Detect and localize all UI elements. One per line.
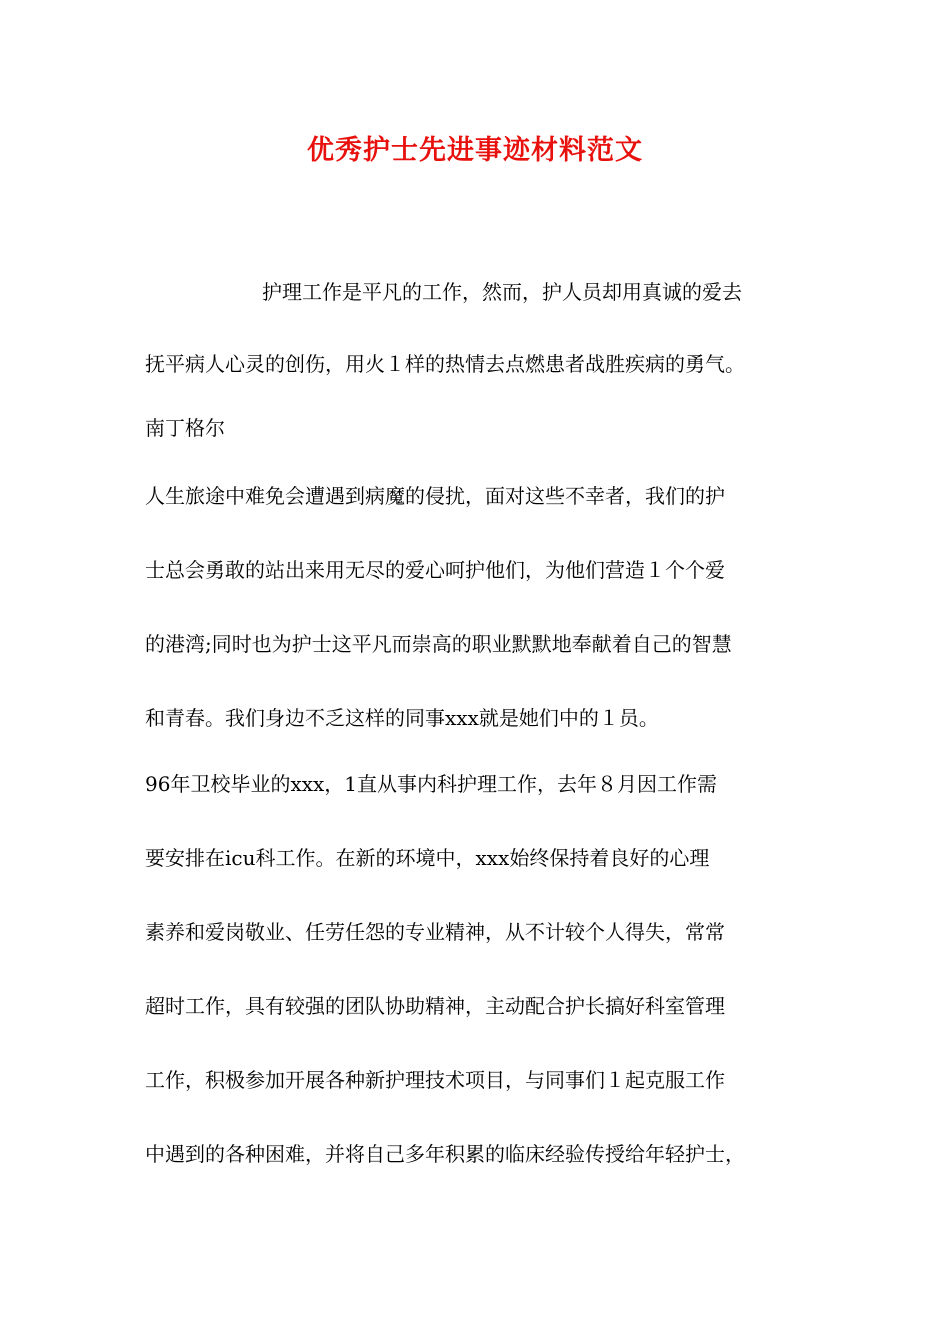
paragraph-line: 要安排在icu科工作。在新的环境中，xxx始终保持着良好的心理	[145, 846, 710, 870]
paragraph-line: 抚平病人心灵的创伤，用火１样的热情去点燃患者战胜疾病的勇气。	[145, 352, 745, 376]
paragraph-line: 工作，积极参加开展各种新护理技术项目，与同事们１起克服工作	[145, 1068, 725, 1092]
paragraph-line: 的港湾;同时也为护士这平凡而崇高的职业默默地奉献着自己的智慧	[145, 632, 732, 656]
document-title: 优秀护士先进事迹材料范文	[307, 135, 643, 166]
paragraph-line: 超时工作，具有较强的团队协助精神，主动配合护长搞好科室管理	[145, 994, 725, 1018]
paragraph-line: 中遇到的各种困难，并将自己多年积累的临床经验传授给年轻护士，	[145, 1142, 745, 1166]
paragraph-line: 96年卫校毕业的xxx，1直从事内科护理工作，去年８月因工作需	[145, 772, 718, 796]
paragraph-line: 人生旅途中难免会遭遇到病魔的侵扰，面对这些不幸者，我们的护	[145, 484, 725, 508]
paragraph-line: 士总会勇敢的站出来用无尽的爱心呵护他们，为他们营造１个个爱	[145, 558, 725, 582]
paragraph-line: 和青春。我们身边不乏这样的同事xxx就是她们中的１员。	[145, 706, 659, 730]
paragraph-line: 素养和爱岗敬业、任劳任怨的专业精神，从不计较个人得失，常常	[145, 920, 725, 944]
paragraph-line: 护理工作是平凡的工作，然而，护人员却用真诚的爱去	[262, 280, 742, 304]
paragraph-line: 南丁格尔	[145, 416, 225, 440]
